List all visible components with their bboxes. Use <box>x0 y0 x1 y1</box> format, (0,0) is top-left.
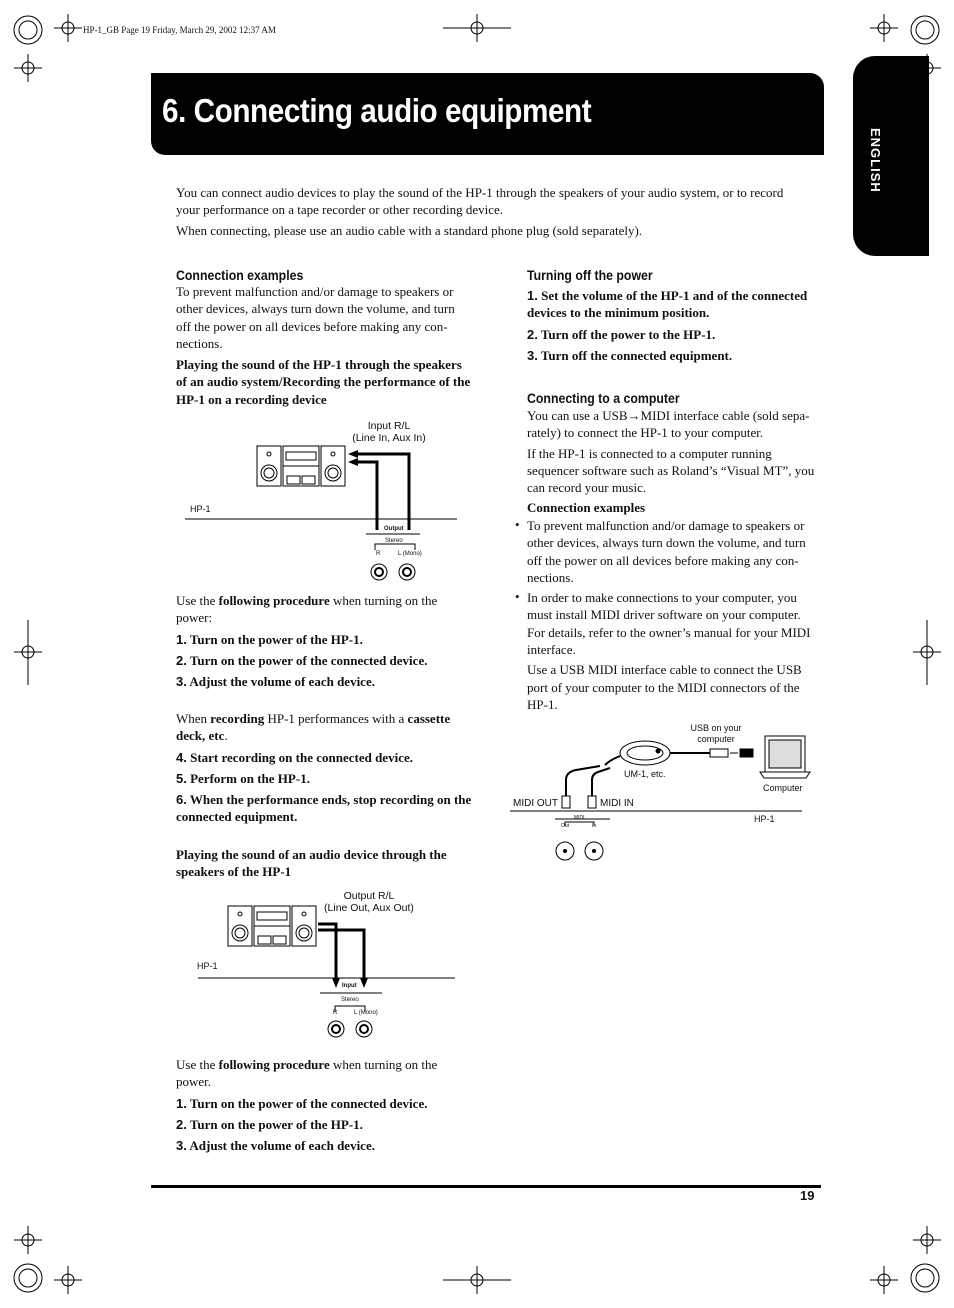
step-number: 2. <box>176 1116 187 1132</box>
recording-procedure <box>176 710 472 826</box>
step-continuation: devices to the minimum position. <box>527 305 710 321</box>
step-item <box>176 770 472 787</box>
connection-examples-heading: Connection examples <box>176 267 304 283</box>
label-line: Input R/L <box>367 420 411 432</box>
label-line: (Line In, Aux In) <box>352 432 426 444</box>
text-line: power. <box>176 1074 212 1090</box>
step-number: 3. <box>527 347 538 363</box>
text-line: must install MIDI driver software on your computer. <box>527 607 801 623</box>
subheading-line: Playing the sound of an audio device through the <box>176 847 447 862</box>
step-item <box>176 673 472 690</box>
text-line: other devices, always turn down the volume, and turn <box>527 535 806 551</box>
subheading-line: HP-1 on a recording device <box>176 391 327 407</box>
subheading: Connection examples <box>527 500 646 516</box>
label-line: (Line Out, Aux Out) <box>324 902 414 914</box>
page-title: 6. Connecting audio equipment <box>162 92 592 129</box>
header-note: HP-1_GB Page 19 Friday, March 29, 2002 12:37 AM <box>83 25 276 35</box>
step-item <box>527 326 823 343</box>
step-item <box>176 1137 472 1154</box>
step-number: 1. <box>527 288 538 303</box>
bullet-dot: • <box>515 517 520 532</box>
step-continuation: connected equipment. <box>176 809 298 825</box>
text-line: off the power on all devices before making any con- <box>176 318 448 334</box>
fig1-diagram <box>170 440 470 590</box>
left-para1 <box>176 283 472 408</box>
step-text: Turn on the power of the connected device. <box>189 652 428 668</box>
step-item <box>176 1116 472 1133</box>
step-number: 1. <box>176 1095 187 1111</box>
fig3-midi-out-label: MIDI OUT <box>513 798 558 809</box>
power-off-steps <box>527 287 823 364</box>
text-bold: following procedure <box>218 1057 330 1072</box>
subheading-line: of an audio system/Recording the performance of the <box>176 374 471 390</box>
text-line: nections. <box>527 569 574 585</box>
label-line: USB on your <box>690 723 742 733</box>
intro-line: You can connect audio devices to play the sound of the HP-1 through the speakers of your audio system, or to record <box>176 185 784 200</box>
subheading-line: Playing the sound of the HP-1 through the speakers <box>176 357 462 373</box>
step-item <box>176 749 472 766</box>
step-number: 4. <box>176 749 187 765</box>
turning-off-heading: Turning off the power <box>527 267 653 283</box>
text-line: If the HP-1 is connected to a computer running <box>527 445 772 461</box>
fig3-out-label: Out <box>561 823 570 829</box>
step-item <box>176 652 472 669</box>
bullet-dot: • <box>515 589 520 605</box>
text-line: To prevent malfunction and/or damage to speakers or <box>527 518 805 533</box>
fig3-diagram <box>510 720 820 870</box>
fig1-l: L (Mono) <box>398 551 422 557</box>
label-line: Output R/L <box>343 890 395 902</box>
fig2-r: R <box>333 1010 338 1016</box>
bullet-item <box>515 589 825 658</box>
text-line: Use a USB MIDI interface cable to connect the USB <box>527 662 802 678</box>
text-line: off the power on all devices before making any con- <box>527 552 799 568</box>
fig3-computer-label: Computer <box>763 783 803 793</box>
fig1-jack-label: Output <box>384 526 404 532</box>
text: . <box>224 728 228 744</box>
step-text: Adjust the volume of each device. <box>189 1138 375 1154</box>
step-number: 2. <box>527 326 538 342</box>
fig1-stereo: Stereo <box>385 538 403 544</box>
fig3-midi-label: MIDI <box>574 815 585 821</box>
fig3-usb-label <box>682 723 750 745</box>
text-line: interface. <box>527 642 576 658</box>
step-text: Perform on the HP-1. <box>190 770 310 786</box>
procedure1 <box>176 592 472 690</box>
fig1-hp-label: HP-1 <box>190 504 211 514</box>
step-item <box>176 631 472 648</box>
intro-line: When connecting, please use an audio cable with a standard phone plug (sold separately). <box>176 222 643 238</box>
text-line: For details, refer to the owner’s manual for your MIDI <box>527 624 811 640</box>
step-text: When the performance ends, stop recording on the <box>189 792 472 808</box>
text-bold: cassette <box>407 711 451 726</box>
step-text: Turn off the connected equipment. <box>540 347 733 363</box>
step-number: 3. <box>176 674 187 690</box>
step-text: Start recording on the connected device. <box>190 749 413 765</box>
label-line: computer <box>697 734 735 744</box>
text-line: nections. <box>176 335 223 351</box>
text: Use the <box>176 593 219 608</box>
language-tab-label: ENGLISH <box>868 128 883 193</box>
fig3-midi-in-label: MIDI IN <box>600 798 634 809</box>
usb-paragraph <box>515 661 825 713</box>
connecting-computer-heading: Connecting to a computer <box>527 390 680 406</box>
bullet-item <box>515 517 825 586</box>
text: when turning on the <box>329 593 438 608</box>
text: when turning on the <box>329 1057 438 1072</box>
step-text: Turn off the power to the HP-1. <box>540 326 716 342</box>
text-line: You can use a USB→MIDI interface cable (sold sepa- <box>527 408 810 423</box>
text-line: other devices, always turn down the volume, and turn <box>176 301 455 317</box>
fig2-jack-label: Input <box>342 983 357 989</box>
fig3-hp-label: HP-1 <box>754 814 775 824</box>
text-line: port of your computer to the MIDI connectors of the <box>527 679 800 695</box>
fig2-l: L (Mono) <box>354 1010 378 1016</box>
text-line: In order to make connections to your computer, you <box>527 590 797 606</box>
text: HP-1 performances with a <box>264 711 408 726</box>
text-line: rately) to connect the HP-1 to your computer. <box>527 425 764 441</box>
intro-line: your performance on a tape recorder or other recording device. <box>176 202 503 218</box>
text-bold: recording <box>210 711 265 726</box>
procedure2 <box>176 1056 472 1154</box>
fig3-um1-label: UM-1, etc. <box>624 769 666 779</box>
step-text: Adjust the volume of each device. <box>189 674 375 690</box>
text-line: HP-1. <box>527 696 558 712</box>
page-number: 19 <box>800 1188 815 1203</box>
step-number: 1. <box>176 631 187 647</box>
text-bold: deck, etc <box>176 728 225 744</box>
step-text: Turn on the power of the connected device. <box>189 1095 428 1111</box>
bullet-list <box>515 517 825 713</box>
step-number: 2. <box>176 652 187 668</box>
text-bold: following procedure <box>218 593 330 608</box>
language-tab <box>853 56 929 256</box>
step-item <box>527 347 823 364</box>
subheading2 <box>176 846 472 881</box>
step-number: 5. <box>176 770 187 786</box>
step-item <box>176 791 472 808</box>
step-text: Turn on the power of the HP-1. <box>189 1116 363 1132</box>
fig1-r: R <box>376 551 381 557</box>
footer-rule <box>151 1185 821 1188</box>
text-line: To prevent malfunction and/or damage to speakers or <box>176 284 454 299</box>
step-text: Turn on the power of the HP-1. <box>189 631 363 647</box>
text: When <box>176 711 211 726</box>
text-line: power: <box>176 610 213 626</box>
computer-section <box>527 407 823 517</box>
subheading-line: speakers of the HP-1 <box>176 864 292 880</box>
step-item <box>176 1095 472 1112</box>
intro <box>176 184 826 239</box>
step-item <box>527 287 823 304</box>
step-text: Set the volume of the HP-1 and of the connected <box>541 288 808 303</box>
text: Use the <box>176 1057 219 1072</box>
text-line: can record your music. <box>527 480 647 496</box>
text-line: sequencer software such as Roland’s “Visual MT”, you <box>527 462 815 478</box>
step-number: 6. <box>176 792 187 808</box>
fig2-hp-label: HP-1 <box>197 961 218 971</box>
fig3-in-label: In <box>592 823 597 829</box>
fig2-stereo: Stereo <box>341 997 359 1003</box>
step-number: 3. <box>176 1138 187 1154</box>
fig2-diagram <box>170 900 470 1050</box>
